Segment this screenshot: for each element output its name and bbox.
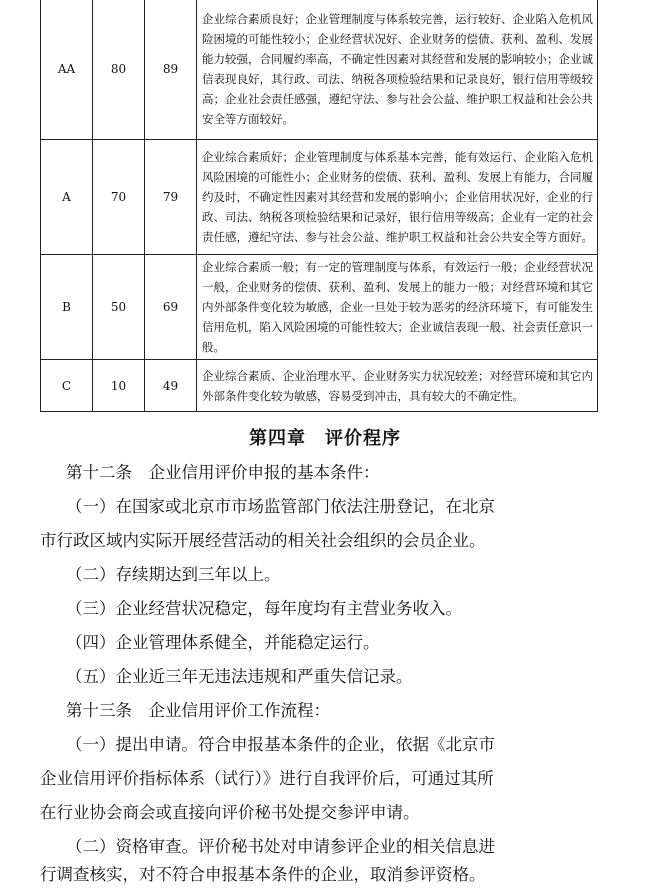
grade-description-cell: 企业综合素质好；企业管理制度与体系基本完善，能有效运行、企业陷入危机风险困境的可能性小；企业财务的偿债、获利、盈利、发展上有能力，合同履约及时，不确定性因素对其经营和发展的影响小；企业信用状况好，企业的行政、司法、纳税各项检验结果和记录好，银行信用等级高；企业有一定的社会责任感，遵纪守法、参与社会公益、维护职工权益和社会公共安全等方面好。	[197, 140, 598, 255]
grade-description-cell: 企业综合素质、企业治理水平、企业财务实力状况较差；对经营环境和其它内外部条件变化较为敏感，容易受到冲击，具有较大的不确定性。	[197, 360, 598, 412]
article-12-item-1-cont: 市行政区域内实际开展经营活动的相关社会组织的会员企业。	[40, 531, 486, 550]
article-12-item-2: （二）存续期达到三年以上。	[66, 565, 281, 584]
chapter-title: 第四章 评价程序	[249, 428, 401, 449]
grade-cell: B	[41, 255, 93, 360]
article-13-item-2-cont: 行调查核实，对不符合申报基本条件的企业，取消参评资格。	[40, 865, 486, 884]
article-13-title: 第十三条 企业信用评价工作流程：	[66, 701, 330, 720]
article-13-item-1-cont: 在行业协会商会或直接向评价秘书处提交参评申请。	[40, 803, 420, 822]
table-row	[41, 360, 598, 412]
table-row	[41, 0, 598, 140]
min-score-cell: 70	[93, 140, 145, 255]
article-13-item-2: （二）资格审查。评价秘书处对申请参评企业的相关信息进	[66, 837, 495, 856]
article-13-item-1: （一）提出申请。符合申报基本条件的企业，依据《北京市	[66, 735, 495, 754]
article-12-item-4: （四）企业管理体系健全，并能稳定运行。	[66, 633, 380, 652]
table-row	[41, 255, 598, 360]
table-row	[41, 140, 598, 255]
grade-cell: AA	[41, 0, 93, 140]
article-12-item-3: （三）企业经营状况稳定，每年度均有主营业务收入。	[66, 599, 462, 618]
grade-cell: A	[41, 140, 93, 255]
article-13-item-1-cont: 企业信用评价指标体系（试行）》进行自我评价后，可通过其所	[40, 769, 494, 788]
article-12-item-1: （一）在国家或北京市市场监管部门依法注册登记，在北京	[66, 497, 495, 516]
min-score-cell: 10	[93, 360, 145, 412]
grade-description-cell: 企业综合素质一般；有一定的管理制度与体系，有效运行一般；企业经营状况一般，企业财务的偿债、获利、盈利、发展上的能力一般；对经营环境和其它内外部条件变化较为敏感，企业一旦处于较为恶劣的经济环境下，有可能发生信用危机，陷入风险困境的可能性较大；企业诚信表现一般、社会责任意识一般。	[197, 255, 598, 360]
grade-description-cell: 企业综合素质良好；企业管理制度与体系较完善，运行较好、企业陷入危机风险困境的可能性较小；企业经营状况好、企业财务的偿债、获利、盈利、发展能力较强，合同履约率高，不确定性因素对其经营和发展的影响较小；企业诚信表现良好，其行政、司法、纳税各项检验结果和记录良好，银行信用等级较高；企业社会责任感强，遵纪守法、参与社会公益、维护职工权益和社会公共安全等方面较好。	[197, 0, 598, 140]
article-12-title: 第十二条 企业信用评价申报的基本条件：	[66, 463, 380, 482]
article-12-item-5: （五）企业近三年无违法违规和严重失信记录。	[66, 667, 413, 686]
max-score-cell: 89	[145, 0, 197, 140]
max-score-cell: 49	[145, 360, 197, 412]
credit-grade-table	[40, 0, 598, 412]
min-score-cell: 80	[93, 0, 145, 140]
max-score-cell: 69	[145, 255, 197, 360]
max-score-cell: 79	[145, 140, 197, 255]
min-score-cell: 50	[93, 255, 145, 360]
grade-cell: C	[41, 360, 93, 412]
